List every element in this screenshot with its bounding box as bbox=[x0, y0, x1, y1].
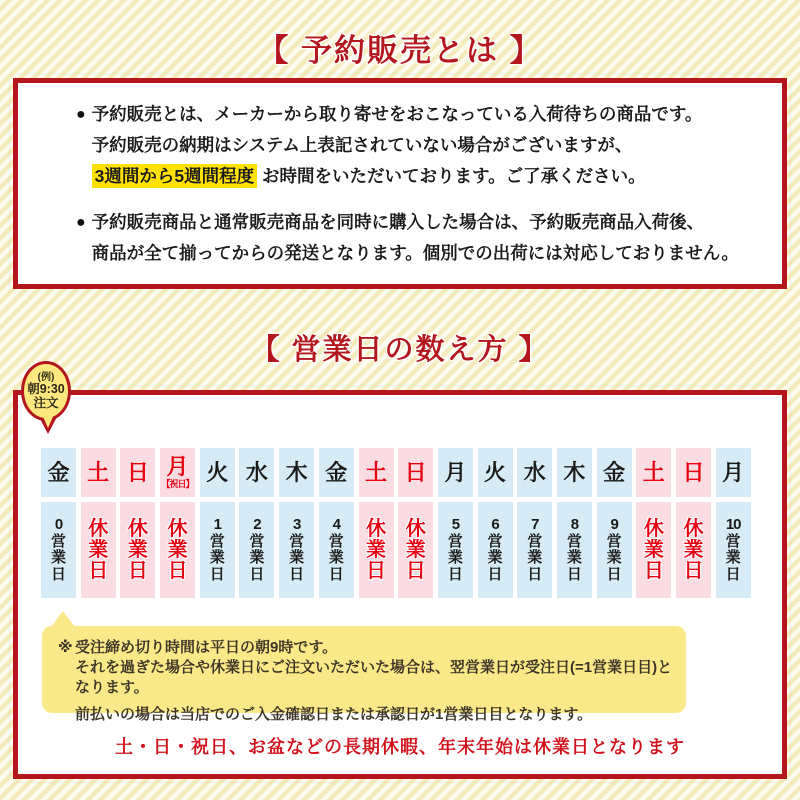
day-label: 日 bbox=[404, 459, 427, 485]
preorder-bullet-2-text bbox=[92, 207, 739, 269]
result-count: 0 bbox=[54, 516, 63, 533]
result-char: 日 bbox=[487, 565, 503, 583]
preorder-bullet-1-text bbox=[92, 99, 703, 192]
calendar-column bbox=[478, 448, 513, 598]
day-label: 木 bbox=[285, 459, 308, 485]
result-count: 8 bbox=[570, 516, 579, 533]
note-line-1-text: 受注締め切り時間は平日の朝9時です。 bbox=[75, 639, 338, 656]
result-char: 業 bbox=[167, 538, 188, 561]
bullet-icon: ● bbox=[76, 214, 86, 231]
preorder-text-line: 予約販売とは、メーカーから取り寄せをおこなっている入荷待ちの商品です。 bbox=[91, 104, 703, 124]
calendar-column bbox=[716, 448, 751, 598]
day-label: 火 bbox=[206, 459, 229, 485]
preorder-text-line: 予約販売の納期はシステム上表記されていない場合がございますが、 bbox=[91, 135, 633, 155]
highlighted-duration: 3週間から5週間程度 bbox=[92, 164, 257, 188]
result-count: 6 bbox=[491, 516, 499, 533]
calendar-day-cell bbox=[438, 448, 473, 497]
calendar-result-cell bbox=[557, 502, 592, 598]
day-label: 月 bbox=[166, 454, 189, 479]
result-char: 業 bbox=[50, 549, 66, 566]
result-count: 7 bbox=[531, 516, 539, 533]
day-label: 土 bbox=[364, 459, 387, 485]
bullet-icon: ● bbox=[76, 106, 86, 123]
calendar-result-cell bbox=[200, 502, 235, 598]
result-char: 日 bbox=[566, 565, 582, 583]
result-char: 日 bbox=[643, 559, 664, 582]
day-label: 水 bbox=[245, 459, 268, 485]
business-days-box bbox=[13, 390, 787, 779]
calendar-result-cell bbox=[319, 502, 354, 598]
holiday-footer-note: 土・日・祝日、お盆などの長期休暇、年末年始は休業日となります bbox=[115, 737, 685, 757]
day-label: 金 bbox=[47, 459, 70, 485]
note-line-2: それを過ぎた場合や休業日にご注文いただいた場合は、翌営業日が受注日(=1営業日目)となります。 bbox=[75, 659, 673, 696]
result-char: 業 bbox=[643, 538, 664, 561]
calendar-day-cell bbox=[41, 448, 76, 497]
calendar-day-cell bbox=[319, 448, 354, 497]
calendar-day-cell bbox=[81, 448, 116, 497]
preorder-text-line bbox=[92, 161, 703, 192]
preorder-bullet-2 bbox=[76, 207, 739, 269]
result-char: 日 bbox=[683, 559, 704, 582]
calendar-column bbox=[160, 448, 195, 598]
calendar-column bbox=[81, 448, 116, 598]
result-char: 業 bbox=[209, 549, 225, 566]
calendar-day-cell bbox=[359, 448, 394, 497]
calendar-day-cell bbox=[279, 448, 314, 497]
result-char: 営 bbox=[447, 532, 463, 550]
result-char: 日 bbox=[328, 565, 344, 583]
calendar-column bbox=[279, 448, 314, 598]
result-char: 営 bbox=[566, 532, 582, 550]
day-label: 月 bbox=[722, 459, 745, 485]
note-line-3: 前払いの場合は当店でのご入金確認日または承認日が1営業日目となります。 bbox=[75, 706, 593, 723]
note-pointer-icon bbox=[51, 611, 75, 627]
calendar-day-cell bbox=[398, 448, 433, 497]
result-char: 業 bbox=[88, 538, 109, 561]
calendar-day-cell bbox=[676, 448, 711, 497]
day-label: 日 bbox=[126, 459, 149, 485]
result-char: 業 bbox=[328, 549, 344, 566]
result-char: 営 bbox=[249, 532, 265, 550]
day-label: 日 bbox=[682, 459, 705, 485]
calendar-result-cell bbox=[81, 502, 116, 598]
result-char: 営 bbox=[487, 532, 503, 550]
result-char: 日 bbox=[88, 559, 109, 582]
result-char: 業 bbox=[249, 549, 265, 566]
result-char: 業 bbox=[487, 549, 503, 566]
calendar-result-cell bbox=[478, 502, 513, 598]
calendar-day-cell bbox=[517, 448, 552, 497]
calendar-day-cell bbox=[160, 448, 195, 497]
result-char: 業 bbox=[366, 538, 386, 561]
result-char: 日 bbox=[405, 559, 426, 582]
calendar-column bbox=[557, 448, 592, 598]
calendar-day-cell bbox=[597, 448, 632, 497]
result-count: 2 bbox=[253, 516, 261, 533]
result-char: 日 bbox=[606, 565, 622, 583]
calendar-column bbox=[597, 448, 632, 598]
calendar-column bbox=[41, 448, 76, 598]
result-char: 日 bbox=[289, 565, 305, 583]
calendar-day-cell bbox=[120, 448, 155, 497]
badge-order-label: 注文 bbox=[33, 395, 59, 410]
result-char: 営 bbox=[50, 532, 66, 550]
result-char: 営 bbox=[289, 532, 305, 550]
day-label: 火 bbox=[484, 459, 507, 485]
note-line-1 bbox=[58, 638, 676, 658]
result-char: 業 bbox=[566, 549, 582, 566]
calendar-result-cell bbox=[597, 502, 632, 598]
result-count: 9 bbox=[610, 516, 618, 533]
calendar-column bbox=[676, 448, 711, 598]
business-days-title: 【 営業日の数え方 】 bbox=[250, 334, 550, 366]
preorder-title: 【 予約販売とは 】 bbox=[257, 33, 543, 68]
preorder-bullet-1 bbox=[76, 99, 702, 192]
result-count: 5 bbox=[451, 516, 460, 533]
calendar-column bbox=[239, 448, 274, 598]
badge-example-label: (例) bbox=[37, 371, 55, 383]
calendar-result-cell bbox=[359, 502, 394, 598]
result-char: 業 bbox=[289, 549, 305, 566]
after-highlight-text: お時間をいただいております。ご了承ください。 bbox=[257, 166, 646, 186]
result-char: 営 bbox=[606, 532, 622, 550]
holiday-sub-label: 【祝日】 bbox=[161, 479, 194, 489]
calendar-result-cell bbox=[398, 502, 433, 598]
result-char: 日 bbox=[447, 565, 463, 583]
result-char: 日 bbox=[127, 559, 148, 582]
result-char: 業 bbox=[725, 549, 741, 566]
calendar-day-cell bbox=[478, 448, 513, 497]
calendar-result-cell bbox=[636, 502, 671, 598]
calendar bbox=[41, 448, 751, 598]
result-char: 業 bbox=[405, 538, 426, 561]
calendar-day-cell bbox=[636, 448, 671, 497]
result-char: 日 bbox=[209, 565, 225, 583]
calendar-result-cell bbox=[41, 502, 76, 598]
calendar-result-cell bbox=[239, 502, 274, 598]
calendar-day-cell bbox=[716, 448, 751, 497]
result-char: 日 bbox=[249, 565, 265, 583]
result-char: 営 bbox=[209, 532, 225, 550]
note-marker-icon: ※ bbox=[58, 639, 73, 656]
result-char: 営 bbox=[527, 532, 543, 550]
calendar-result-cell bbox=[160, 502, 195, 598]
deadline-note-box bbox=[42, 626, 686, 723]
calendar-column bbox=[517, 448, 552, 598]
preorder-text-line: 予約販売商品と通常販売商品を同時に購入した場合は、予約販売商品入荷後、 bbox=[91, 212, 705, 232]
calendar-result-cell bbox=[279, 502, 314, 598]
result-char: 休 bbox=[127, 517, 148, 540]
calendar-column bbox=[319, 448, 354, 598]
result-char: 業 bbox=[683, 538, 704, 561]
calendar-column bbox=[200, 448, 235, 598]
badge-time-label: 朝9:30 bbox=[27, 381, 65, 396]
calendar-day-cell bbox=[557, 448, 592, 497]
calendar-result-cell bbox=[517, 502, 552, 598]
result-char: 日 bbox=[366, 559, 386, 582]
preorder-text-line: 商品が全て揃ってからの発送となります。個別での出荷には対応しておりません。 bbox=[91, 243, 739, 263]
calendar-result-cell bbox=[120, 502, 155, 598]
result-char: 日 bbox=[167, 559, 188, 582]
day-label: 金 bbox=[325, 459, 348, 485]
result-count: 4 bbox=[332, 516, 340, 533]
result-char: 日 bbox=[725, 565, 741, 583]
day-label: 月 bbox=[444, 459, 467, 485]
badge-tail-fill bbox=[41, 412, 55, 428]
result-count: 10 bbox=[725, 516, 741, 533]
result-char: 休 bbox=[643, 517, 664, 540]
result-char: 営 bbox=[328, 532, 344, 550]
result-char: 休 bbox=[88, 517, 109, 540]
result-char: 営 bbox=[725, 532, 741, 550]
calendar-column bbox=[398, 448, 433, 598]
day-label: 木 bbox=[563, 459, 586, 485]
day-label: 金 bbox=[603, 459, 626, 485]
calendar-day-cell bbox=[239, 448, 274, 497]
result-char: 業 bbox=[527, 549, 543, 566]
result-char: 業 bbox=[447, 549, 463, 566]
result-char: 休 bbox=[683, 517, 704, 540]
calendar-column bbox=[120, 448, 155, 598]
day-label: 水 bbox=[523, 459, 546, 485]
result-count: 3 bbox=[292, 516, 301, 533]
calendar-result-cell bbox=[716, 502, 751, 598]
preorder-info-box bbox=[13, 78, 787, 289]
day-label: 土 bbox=[87, 459, 110, 485]
result-char: 業 bbox=[606, 549, 622, 566]
result-char: 日 bbox=[50, 565, 66, 583]
result-char: 休 bbox=[366, 517, 386, 540]
result-char: 休 bbox=[167, 517, 188, 540]
result-char: 日 bbox=[527, 565, 543, 583]
calendar-column bbox=[636, 448, 671, 598]
day-label: 土 bbox=[642, 459, 665, 485]
result-count: 1 bbox=[213, 516, 221, 533]
calendar-result-cell bbox=[676, 502, 711, 598]
result-char: 休 bbox=[405, 517, 426, 540]
calendar-day-cell bbox=[200, 448, 235, 497]
calendar-column bbox=[359, 448, 394, 598]
calendar-column bbox=[438, 448, 473, 598]
result-char: 業 bbox=[127, 538, 148, 561]
calendar-result-cell bbox=[438, 502, 473, 598]
